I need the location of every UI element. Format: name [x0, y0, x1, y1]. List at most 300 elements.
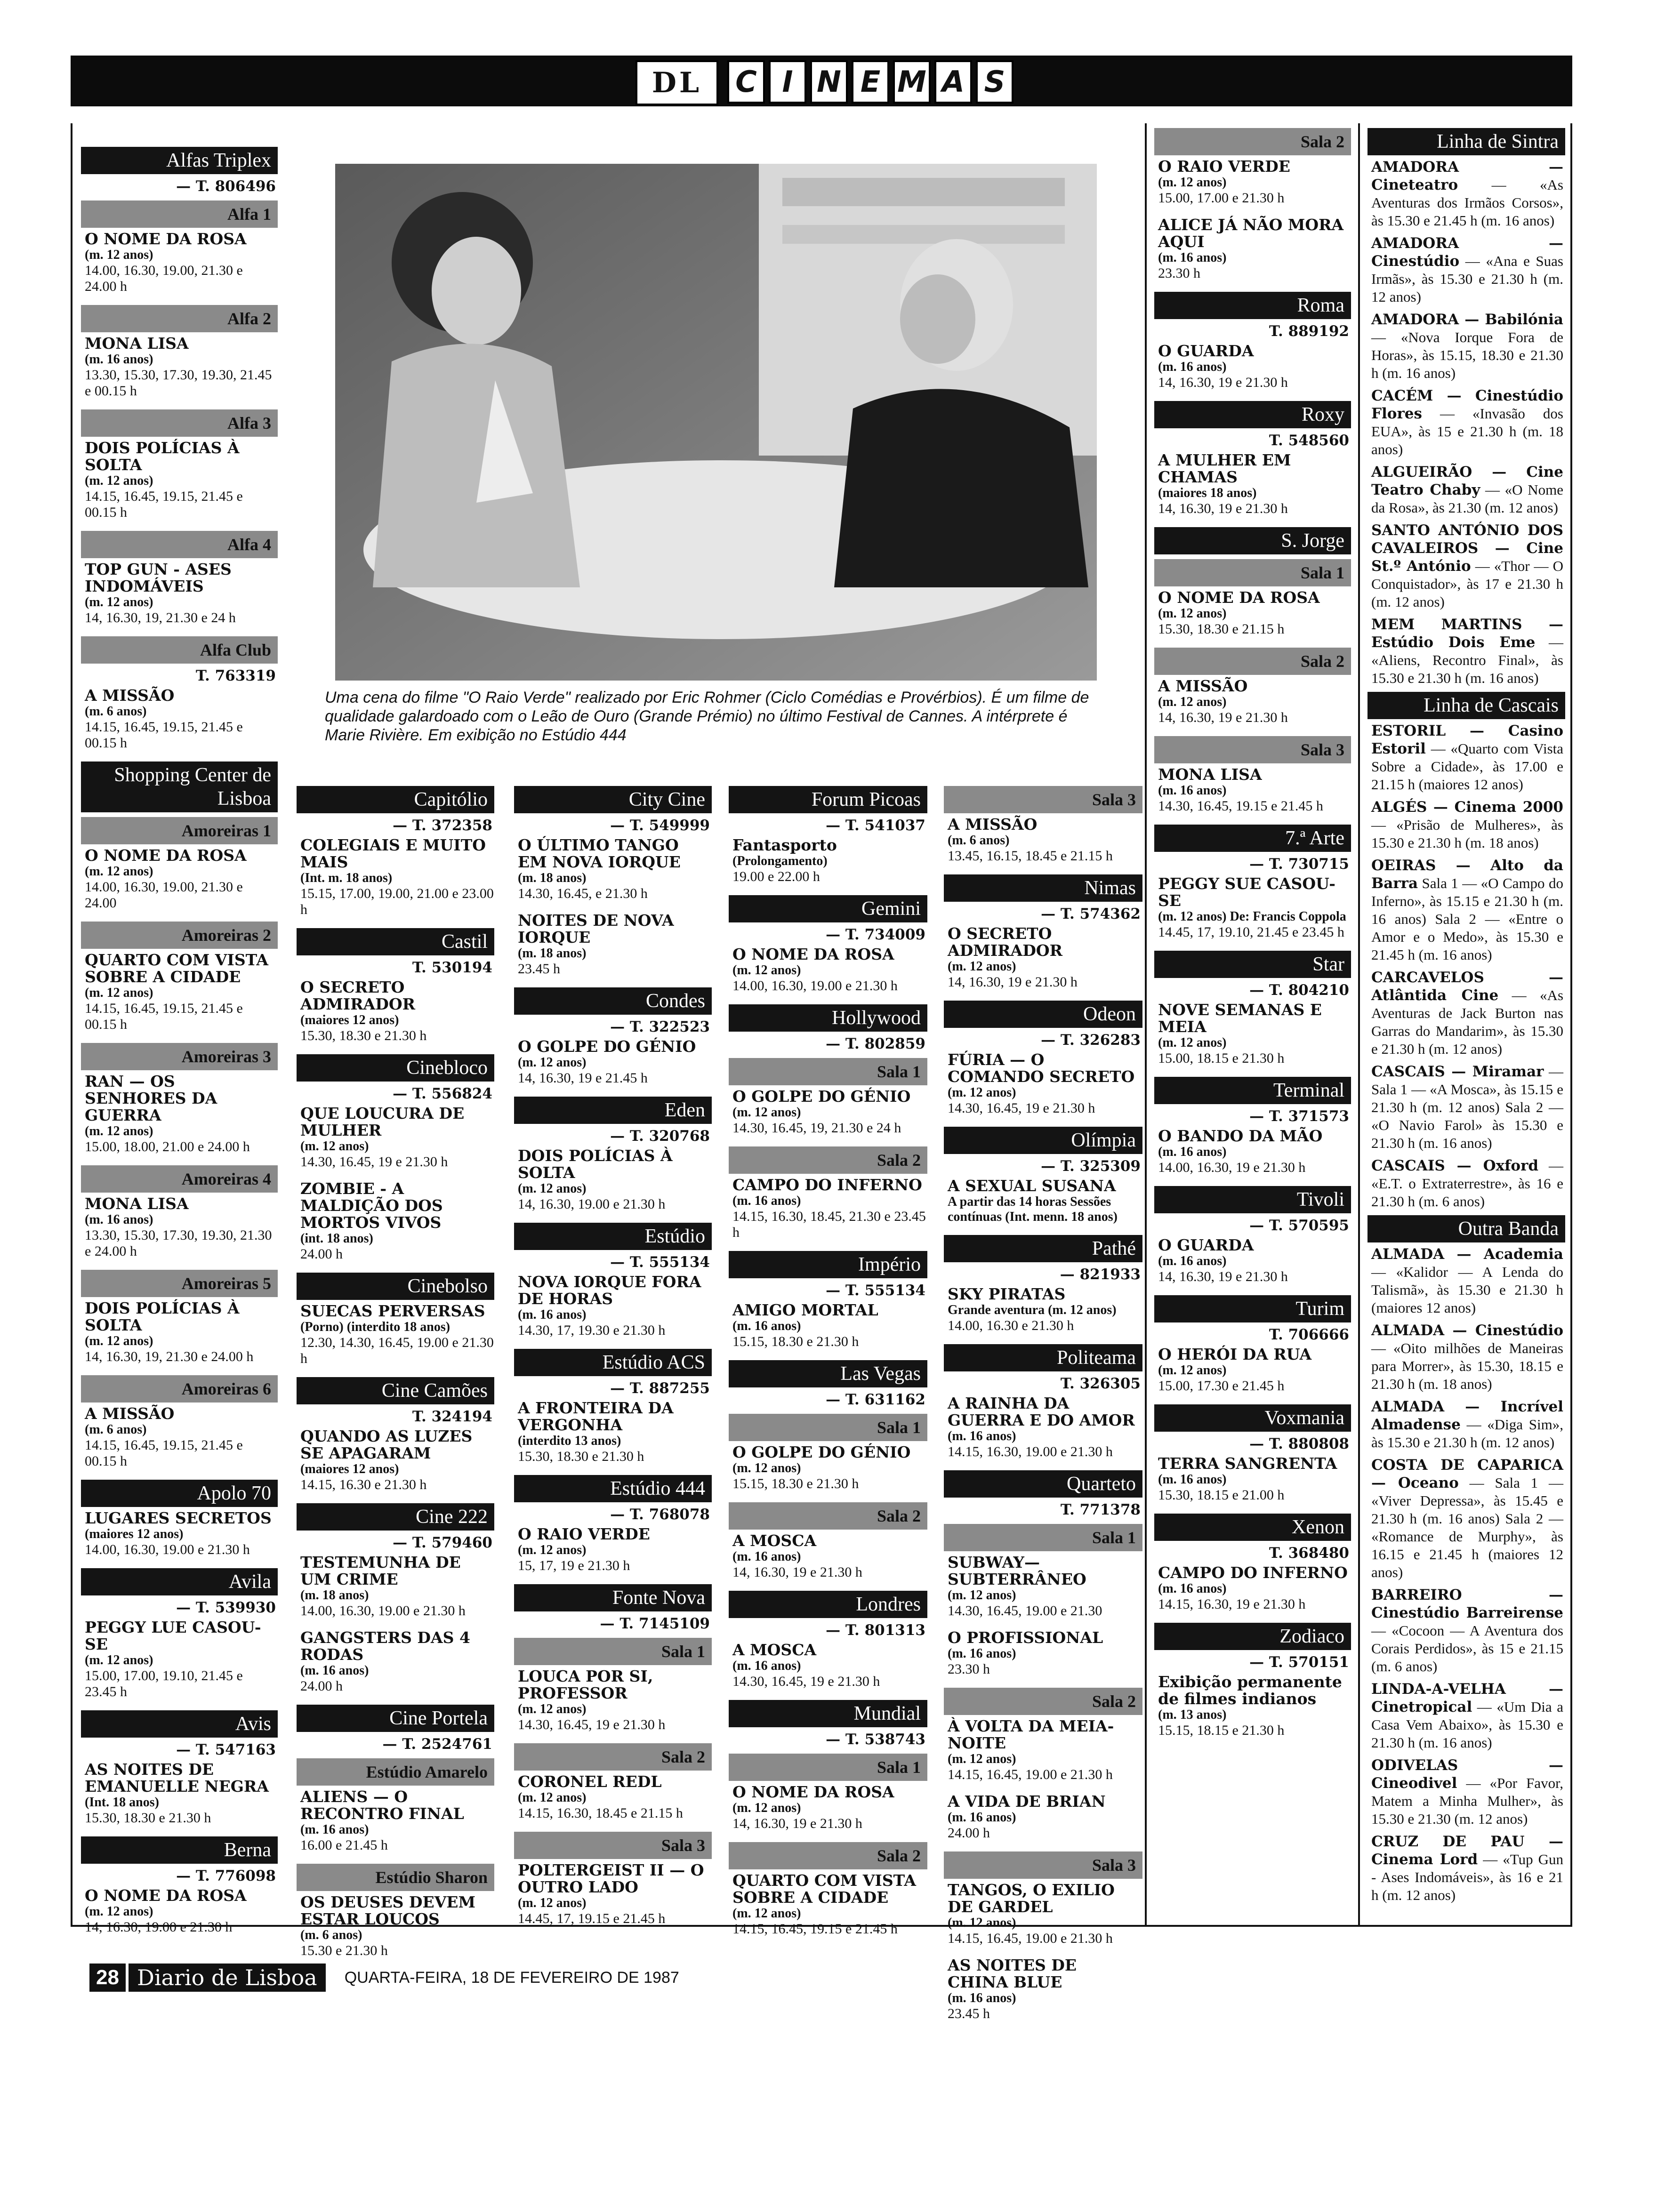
film-rating: (m. 12 anos): [732, 1461, 801, 1475]
theatre-header: Berna: [81, 1836, 278, 1864]
film-title: CAMPO DO INFERNO: [732, 1176, 922, 1194]
theatre-header: Alfas Triplex: [81, 147, 278, 174]
film-listing: [300, 1629, 494, 1694]
film-listing: [948, 1286, 1142, 1334]
theatre-header: Alfa 2: [81, 305, 278, 332]
film-listing: [948, 1793, 1142, 1841]
theatre-header: Avila: [81, 1568, 278, 1595]
film-showtimes: 14.15, 16.30, 18.45, 21.30 e 23.45 h: [732, 1209, 926, 1240]
film-rating: (m. 16 anos): [948, 1429, 1016, 1443]
film-listing: [518, 1668, 712, 1733]
film-rating: (maiores 12 anos): [300, 1013, 399, 1027]
film-rating: (m. 16 anos): [85, 352, 153, 367]
film-listing: [518, 1862, 712, 1927]
theatre-header: Amoreiras 1: [81, 817, 278, 844]
film-title: MONA LISA: [85, 334, 189, 353]
film-showtimes: 14.15, 16.45, 19.00 e 21.30 h: [948, 1931, 1113, 1946]
film-still-photo: [335, 164, 1097, 681]
film-rating: (m. 16 anos): [948, 1810, 1016, 1825]
film-title: A MISSÃO: [948, 815, 1038, 834]
theatre-header: Roma: [1154, 292, 1351, 319]
film-showtimes: 14, 16.30, 19 e 21.30 h: [1158, 710, 1288, 725]
film-listing: [948, 816, 1142, 864]
film-rating: A partir das 14 horas Sessões contínuas (Int. menn. 18 anos): [948, 1194, 1118, 1224]
film-showtimes: 14.15, 16.30 e 21.30 h: [300, 1477, 427, 1492]
theatre-header: Eden: [514, 1097, 712, 1124]
film-listing: [732, 837, 927, 885]
film-title: QUARTO COM VISTA SOBRE A CIDADE: [85, 951, 269, 986]
listing-column-3: [514, 781, 712, 1937]
theatre-header: Sala 2: [944, 1688, 1142, 1715]
theatre-header: Cine Portela: [297, 1705, 494, 1732]
film-rating: (m. 12 anos): [518, 1896, 587, 1910]
film-rating: (m. 12 anos): [300, 1139, 369, 1154]
film-listing: [85, 1405, 278, 1469]
film-rating: (m. 6 anos): [948, 833, 1010, 848]
theatre-phone: — 821933: [1060, 1266, 1141, 1283]
film-rating: (m. 16 anos): [1158, 250, 1227, 265]
film-listing: [1158, 216, 1351, 281]
theatre-header: Politeama: [944, 1344, 1142, 1371]
film-title: MONA LISA: [1158, 765, 1262, 784]
regional-listing: [1371, 969, 1563, 1058]
film-rating: (m. 18 anos): [300, 1588, 369, 1603]
film-title: O GOLPE DO GÉNIO: [732, 1443, 911, 1461]
film-title: A FRONTEIRA DA VERGONHA: [518, 1399, 674, 1434]
film-listing: [300, 1105, 494, 1170]
film-showtimes: 14.30, 16.45, 19, 21.30 e 24 h: [732, 1120, 901, 1136]
cinema-location: SANTO ANTÓNIO DOS CAVALEIROS — Cine St.º António: [1371, 522, 1563, 575]
film-listing: [85, 1887, 278, 1935]
film-listing: [300, 1180, 494, 1262]
film-showtimes: 24.00 h: [300, 1678, 343, 1694]
theatre-header: S. Jorge: [1154, 527, 1351, 554]
section-title-letter: C: [727, 60, 765, 104]
film-showtimes: 14.00, 16.30, 19.00 e 21.30 h: [300, 1603, 466, 1619]
film-listing: [300, 1894, 494, 1959]
film-showtimes: 14, 16.30, 19 e 21.30 h: [1158, 375, 1288, 390]
theatre-header: Cinebloco: [297, 1054, 494, 1082]
film-rating: (m. 12 anos): [948, 1085, 1016, 1100]
film-showtimes: 14.00, 16.30 e 21.30 h: [948, 1318, 1074, 1333]
cinema-location: ALGÉS — Cinema 2000: [1371, 799, 1563, 816]
film-title: AMIGO MORTAL: [732, 1301, 878, 1319]
theatre-phone: — T. 631162: [826, 1391, 925, 1408]
section-title-letter: M: [893, 60, 931, 104]
film-showtimes: 14, 16.30, 19.00 e 21.30 h: [85, 1919, 233, 1935]
cinema-location: CACÉM — Cinestúdio Flores: [1371, 387, 1563, 422]
film-showtimes: 14.30, 16.45, 19 e 21.30 h: [732, 1674, 880, 1689]
film-showtimes: 14.15, 16.30, 19 e 21.30 h: [1158, 1596, 1306, 1612]
film-listing: [300, 837, 494, 918]
theatre-header: Londres: [729, 1591, 927, 1618]
film-showtimes: 14, 16.30, 19.00 e 21.30 h: [518, 1196, 666, 1212]
film-showtimes: 14.30, 16.45, 19 e 21.30 h: [518, 1717, 666, 1732]
film-title: AS NOITES DE CHINA BLUE: [948, 1956, 1077, 1991]
theatre-phone: — T. 802859: [826, 1035, 925, 1052]
film-showtimes: 23.30 h: [1158, 265, 1200, 281]
issue-date: QUARTA-FEIRA, 18 DE FEVEREIRO DE 1987: [344, 1968, 679, 1987]
film-showtimes: 14.00, 16.30, 19 e 21.30 h: [1158, 1160, 1306, 1175]
film-showtimes: 15.30 e 21.30 h: [300, 1943, 388, 1958]
film-showtimes: 14.30, 16.45, 19 e 21.30 h: [300, 1154, 448, 1170]
theatre-header: Império: [729, 1251, 927, 1278]
cinema-location: ALMADA — Cinestúdio: [1371, 1322, 1563, 1339]
film-listing: [85, 561, 278, 626]
film-title: ALIENS — O RECONTRO FINAL: [300, 1787, 464, 1823]
page-number: 28: [89, 1964, 126, 1992]
film-showtimes: 15.00, 17.00, 19.10, 21.45 e 23.45 h: [85, 1668, 243, 1699]
theatre-header: Fonte Nova: [514, 1584, 712, 1611]
film-title: ALICE JÁ NÃO MORA AQUI: [1158, 216, 1344, 251]
film-listing: [85, 335, 278, 399]
film-listing: [1158, 1128, 1351, 1176]
film-listing: [732, 1177, 927, 1241]
listing-details: — «Ana e Suas Irmãs», às 15.30 e 21.30 h (m. 12 anos): [1371, 253, 1563, 305]
film-title: TOP GUN - ASES INDOMÁVEIS: [85, 560, 232, 595]
film-showtimes: 14.45, 17, 19.10, 21.45 e 23.45 h: [1158, 924, 1344, 940]
film-title: SKY PIRATAS: [948, 1285, 1066, 1303]
film-rating: (m. 12 anos): [518, 1181, 587, 1196]
film-rating: (m. 12 anos): [732, 1801, 801, 1815]
film-title: PEGGY LUE CASOU-SE: [85, 1618, 261, 1653]
film-title: Fantasporto: [732, 836, 837, 854]
film-listing: [85, 1195, 278, 1259]
film-title: NOITES DE NOVA IORQUE: [518, 911, 674, 946]
theatre-phone: — T. 371573: [1249, 1108, 1349, 1125]
film-showtimes: 14, 16.30, 19 e 21.30 h: [1158, 1269, 1288, 1284]
film-title: NOVE SEMANAS E MEIA: [1158, 1001, 1322, 1036]
film-listing: [300, 1303, 494, 1367]
listing-details: — «Prisão de Mulheres», às 15.30 e 21.30 h (m. 18 anos): [1371, 817, 1563, 851]
theatre-phone: — T. 776098: [176, 1867, 276, 1884]
theatre-header: Sala 1: [729, 1058, 927, 1085]
theatre-header: Alfa 4: [81, 531, 278, 558]
film-listing: [1158, 678, 1351, 726]
film-listing: [1158, 452, 1351, 517]
theatre-header: Shopping Center de Lisboa: [81, 761, 278, 812]
theatre-phone: T. 763319: [195, 667, 276, 684]
film-listing: [948, 1882, 1142, 1947]
film-showtimes: 14.45, 17, 19.15 e 21.45 h: [518, 1911, 666, 1926]
film-rating: (m. 12 anos): [1158, 1363, 1227, 1378]
film-rating: (m. 12 anos): [518, 1055, 587, 1070]
film-title: O BANDO DA MÃO: [1158, 1127, 1323, 1145]
film-showtimes: 13.30, 15.30, 17.30, 19.30, 21.30 e 24.00 h: [85, 1227, 272, 1259]
theatre-header: Sala 1: [514, 1638, 712, 1665]
regional-listings-column: [1367, 123, 1565, 1909]
film-listing: [85, 440, 278, 521]
theatre-phone: — T. 7145109: [600, 1615, 710, 1632]
film-listing: [732, 946, 927, 994]
cinema-location: AMADORA — Cinestúdio: [1371, 235, 1563, 270]
regional-listing: [1371, 463, 1563, 517]
theatre-header: Zodiaco: [1154, 1623, 1351, 1650]
film-showtimes: 15.00, 17.00 e 21.30 h: [1158, 190, 1285, 206]
film-rating: (m. 16 anos): [1158, 1472, 1227, 1487]
film-showtimes: 14, 16.30, 19, 21.30 e 24 h: [85, 610, 236, 625]
regional-listing: [1371, 1833, 1563, 1904]
film-listing: [732, 1302, 927, 1350]
film-listing: [518, 1147, 712, 1212]
theatre-phone: — T. 322523: [610, 1018, 710, 1035]
theatre-header: Gemini: [729, 895, 927, 922]
cinema-location: LINDA-A-VELHA — Cinetropical: [1371, 1681, 1563, 1715]
film-listing: [1158, 1455, 1351, 1503]
film-rating: (m. 16 anos): [85, 1212, 153, 1227]
film-showtimes: 14, 16.30, 19 e 21.30 h: [732, 1816, 862, 1831]
theatre-header: Forum Picoas: [729, 786, 927, 813]
film-rating: (m. 16 anos): [732, 1194, 801, 1208]
film-title: A VIDA DE BRIAN: [948, 1792, 1106, 1811]
film-rating: (m. 12 anos): [85, 248, 153, 262]
film-title: TESTEMUNHA DE UM CRIME: [300, 1553, 461, 1588]
film-showtimes: 14.15, 16.45, 19.15, 21.45 e 00.15 h: [85, 489, 243, 520]
film-rating: (m. 16 anos): [300, 1822, 369, 1837]
theatre-header: Sala 1: [944, 1524, 1142, 1551]
theatre-phone: T. 548560: [1269, 432, 1349, 449]
film-showtimes: 14.15, 16.45, 19.15, 21.45 e 00.15 h: [85, 719, 243, 751]
film-listing: [732, 1444, 927, 1492]
theatre-header: City Cine: [514, 786, 712, 813]
listing-details: — «O Nome da Rosa», às 21.30 (m. 12 anos): [1371, 481, 1563, 516]
cinema-location: ALMADA — Incrível Almadense: [1371, 1398, 1563, 1433]
photo-caption: Uma cena do filme "O Raio Verde" realizado por Eric Rohmer (Ciclo Comédias e Provérbios). É um filme de qualidade galardoado com o Leão de Ouro (Grande Prémio) no último Festival de Cannes. A intérprete é Marie Rivière. Em exibição no Estúdio 444: [325, 689, 1089, 744]
theatre-phone: T. 324194: [412, 1408, 492, 1425]
listing-column-2: [297, 781, 494, 1969]
film-listing: [1158, 766, 1351, 814]
cinema-location: OEIRAS — Alto da Barra: [1371, 857, 1563, 892]
cinema-location: MEM MARTINS — Estúdio Dois Eme: [1371, 616, 1563, 651]
film-title: O ÚLTIMO TANGO EM NOVA IORQUE: [518, 836, 681, 871]
film-listing: [300, 979, 494, 1044]
theatre-phone: — T. 880808: [1249, 1435, 1349, 1452]
theatre-header: Pathé: [944, 1235, 1142, 1262]
theatre-header: 7.ª Arte: [1154, 825, 1351, 852]
section-title-letter: I: [769, 60, 806, 104]
film-listing: [85, 1300, 278, 1365]
theatre-phone: — T. 806496: [176, 178, 276, 195]
film-listing: [85, 231, 278, 295]
regional-listing: [1371, 521, 1563, 611]
film-listing: [85, 1073, 278, 1155]
theatre-header: Alfa Club: [81, 636, 278, 664]
cinema-location: CASCAIS — Miramar: [1371, 1063, 1544, 1080]
newspaper-logo: DL: [635, 60, 718, 105]
theatre-phone: — T. 538743: [826, 1731, 925, 1748]
theatre-header: Avis: [81, 1710, 278, 1738]
film-showtimes: 13.30, 15.30, 17.30, 19.30, 21.45 e 00.15 h: [85, 367, 272, 399]
theatre-phone: — T. 801313: [826, 1622, 925, 1639]
film-rating: (m. 16 anos): [300, 1663, 369, 1678]
theatre-header: Quarteto: [944, 1470, 1142, 1498]
film-showtimes: 14, 16.30, 19 e 21.30 h: [732, 1564, 862, 1580]
theatre-phone: — T. 574362: [1041, 906, 1141, 922]
film-showtimes: 12.30, 14.30, 16.45, 19.00 e 21.30 h: [300, 1335, 494, 1366]
film-title: SUECAS PERVERSAS: [300, 1302, 485, 1320]
film-showtimes: 14.00, 16.30, 19.00, 21.30 e 24.00 h: [85, 263, 243, 294]
theatre-header: Sala 1: [729, 1754, 927, 1781]
film-title: AS NOITES DE EMANUELLE NEGRA: [85, 1760, 269, 1795]
theatre-header: Nimas: [944, 874, 1142, 902]
film-rating: Grande aventura (m. 12 anos): [948, 1303, 1117, 1317]
film-title: RAN — OS SENHORES DA GUERRA: [85, 1072, 217, 1124]
regional-listing: [1371, 234, 1563, 306]
theatre-phone: — T. 570595: [1249, 1217, 1349, 1234]
film-showtimes: 15.30, 18.30 e 21.30 h: [518, 1449, 644, 1464]
film-rating: (m. 12 anos): [1158, 606, 1227, 621]
film-rating: (m. 16 anos): [518, 1307, 587, 1322]
section-title-letter: A: [934, 60, 972, 104]
film-listing: [1158, 1002, 1351, 1066]
theatre-header: Sala 1: [729, 1414, 927, 1441]
film-rating: (m. 16 anos): [948, 1991, 1016, 2005]
section-masthead: [71, 56, 1572, 106]
film-listing: [518, 837, 712, 902]
theatre-phone: — T. 372358: [393, 817, 492, 834]
film-title: OS DEUSES DEVEM ESTAR LOUCOS: [300, 1893, 475, 1928]
theatre-header: Tivoli: [1154, 1186, 1351, 1213]
film-rating: (m. 12 anos): [948, 1588, 1016, 1603]
region-header: Linha de Sintra: [1367, 128, 1565, 155]
film-title: DOIS POLÍCIAS À SOLTA: [85, 439, 240, 474]
regional-listing: [1371, 1157, 1563, 1210]
film-showtimes: 15, 17, 19 e 21.30 h: [518, 1558, 630, 1573]
film-rating: (Int. m. 18 anos): [300, 871, 393, 885]
film-listing: [948, 1395, 1142, 1460]
region-header: Linha de Cascais: [1367, 692, 1565, 719]
film-rating: (m. 12 anos): [948, 1752, 1016, 1766]
theatre-header: Amoreiras 3: [81, 1043, 278, 1070]
theatre-phone: — T. 555134: [826, 1282, 925, 1299]
film-title: DOIS POLÍCIAS À SOLTA: [85, 1299, 240, 1334]
film-title: O GUARDA: [1158, 342, 1254, 360]
film-rating: (maiores 12 anos): [85, 1527, 184, 1541]
film-rating: (maiores 18 anos): [1158, 486, 1257, 500]
film-rating: (m. 12 anos): [85, 864, 153, 879]
film-listing: [732, 1872, 927, 1937]
film-title: PEGGY SUE CASOU-SE: [1158, 874, 1335, 910]
film-rating: (m. 16 anos): [1158, 1254, 1227, 1268]
film-listing: [732, 1642, 927, 1690]
theatre-header: Star: [1154, 951, 1351, 978]
listing-details: — «Tup Gun - Ases Indomáveis», às 16 e 21 h (m. 12 anos): [1371, 1851, 1564, 1903]
regional-listing: [1371, 1063, 1563, 1152]
theatre-header: Estúdio ACS: [514, 1349, 712, 1376]
film-title: A SEXUAL SUSANA: [948, 1177, 1116, 1195]
film-title: O NOME DA ROSA: [732, 1783, 894, 1801]
section-title-letter: E: [852, 60, 889, 104]
film-title: O SECRETO ADMIRADOR: [300, 978, 416, 1013]
theatre-phone: — T. 887255: [610, 1380, 710, 1397]
theatre-phone: — T. 768078: [610, 1506, 710, 1523]
listing-details: — «Thor — O Conquistador», às 17 e 21.30 h (m. 12 anos): [1371, 558, 1563, 610]
film-showtimes: 23.30 h: [948, 1661, 990, 1677]
film-showtimes: 14.30, 16.45, 19.15 e 21.45 h: [1158, 798, 1323, 814]
regional-listing: [1371, 798, 1563, 852]
cinema-location: BARREIRO — Cinestúdio Barreirense: [1371, 1587, 1563, 1621]
theatre-header: Sala 2: [1154, 128, 1351, 155]
film-title: A RAINHA DA GUERRA E DO AMOR: [948, 1394, 1135, 1429]
film-showtimes: 14.15, 16.45, 19.15 e 21.45 h: [732, 1921, 898, 1937]
film-title: À VOLTA DA MEIA-NOITE: [948, 1717, 1114, 1752]
theatre-header: Sala 2: [729, 1146, 927, 1174]
film-title: O NOME DA ROSA: [85, 230, 247, 248]
listing-column-6: [1154, 123, 1351, 1749]
film-title: TANGOS, O EXILIO DE GARDEL: [948, 1881, 1115, 1916]
theatre-phone: T. 889192: [1269, 323, 1349, 340]
theatre-phone: — T. 556824: [393, 1085, 492, 1102]
film-title: O NOME DA ROSA: [732, 945, 894, 963]
listing-details: — «Quarto com Vista Sobre a Cidade», às 17.00 e 21.15 h (maiores 12 anos): [1371, 740, 1563, 793]
film-title: O NOME DA ROSA: [85, 846, 247, 865]
film-title: ZOMBIE - A MALDIÇÃO DOS MORTOS VIVOS: [300, 1179, 443, 1232]
theatre-header: Alfa 3: [81, 409, 278, 437]
film-showtimes: 14.00, 16.30, 19.00 e 21.30 h: [85, 1542, 250, 1557]
film-listing: [518, 912, 712, 977]
film-showtimes: 14.30, 16.45, e 21.30 h: [518, 886, 648, 901]
theatre-phone: — T. 326283: [1041, 1032, 1141, 1049]
film-rating: (m. 18 anos): [518, 871, 587, 885]
film-showtimes: 15.00, 17.30 e 21.45 h: [1158, 1378, 1285, 1394]
film-showtimes: 24.00 h: [948, 1825, 990, 1841]
regional-listing: [1371, 158, 1563, 230]
listing-details: — «E.T. o Extraterrestre», às 16 e 21.30 h (m. 6 anos): [1371, 1157, 1563, 1210]
theatre-header: Condes: [514, 987, 712, 1015]
theatre-phone: — T. 734009: [826, 926, 925, 943]
film-listing: [300, 1554, 494, 1619]
theatre-header: Estúdio Amarelo: [297, 1758, 494, 1786]
listing-column-4: [729, 781, 927, 1948]
film-showtimes: 14.00, 16.30, 19.00, 21.30 e 24.00: [85, 879, 243, 911]
theatre-header: Mundial: [729, 1700, 927, 1727]
film-showtimes: 15.30, 18.30 e 21.30 h: [85, 1810, 211, 1826]
film-listing: [1158, 343, 1351, 391]
theatre-header: Cine Camões: [297, 1377, 494, 1404]
film-title: O GUARDA: [1158, 1236, 1254, 1254]
film-title: A MULHER EM CHAMAS: [1158, 451, 1291, 486]
listing-column-1: [81, 142, 278, 1946]
film-listing: [948, 925, 1142, 990]
listing-details: — «Por Favor, Matem a Minha Mulher», às 15.30 e 21.30 (m. 12 anos): [1371, 1775, 1563, 1827]
theatre-header: Estúdio 444: [514, 1475, 712, 1502]
regional-listing: [1371, 311, 1563, 382]
theatre-phone: — T. 325309: [1041, 1158, 1141, 1175]
film-showtimes: 14.15, 16.30, 19.00 e 21.30 h: [948, 1444, 1113, 1459]
theatre-header: Estúdio: [514, 1223, 712, 1250]
theatre-phone: T. 530194: [412, 959, 492, 976]
film-title: O GOLPE DO GÉNIO: [518, 1037, 696, 1056]
film-rating: (m. 16 anos): [1158, 783, 1227, 798]
film-title: CORONEL REDL: [518, 1772, 662, 1791]
theatre-phone: — T. 549999: [610, 817, 710, 834]
film-title: CAMPO DO INFERNO: [1158, 1563, 1348, 1582]
listing-details: Sala 1 — «O Campo do Inferno», às 15.15 e 21.30 h (m. 16 anos) Sala 2 — «Entre o Amor e o Medo», às 15.30 e 21.45 h (m. 16 anos): [1371, 875, 1563, 963]
film-rating: (Porno) (interdito 18 anos): [300, 1320, 450, 1334]
film-listing: [1158, 1674, 1351, 1739]
film-title: SUBWAY—SUBTERRÂNEO: [948, 1553, 1086, 1588]
film-listing: [85, 1619, 278, 1700]
film-rating: (m. 12 anos): [1158, 695, 1227, 709]
theatre-phone: T. 706666: [1269, 1326, 1349, 1343]
regional-listing: [1371, 857, 1563, 964]
theatre-header: Cine 222: [297, 1503, 494, 1531]
theatre-header: Voxmania: [1154, 1404, 1351, 1432]
film-showtimes: 15.15, 18.30 e 21.30 h: [732, 1334, 859, 1349]
theatre-phone: T. 771378: [1060, 1501, 1141, 1518]
film-rating: (interdito 13 anos): [518, 1434, 621, 1448]
film-showtimes: 14.15, 16.45, 19.00 e 21.30 h: [948, 1767, 1113, 1782]
